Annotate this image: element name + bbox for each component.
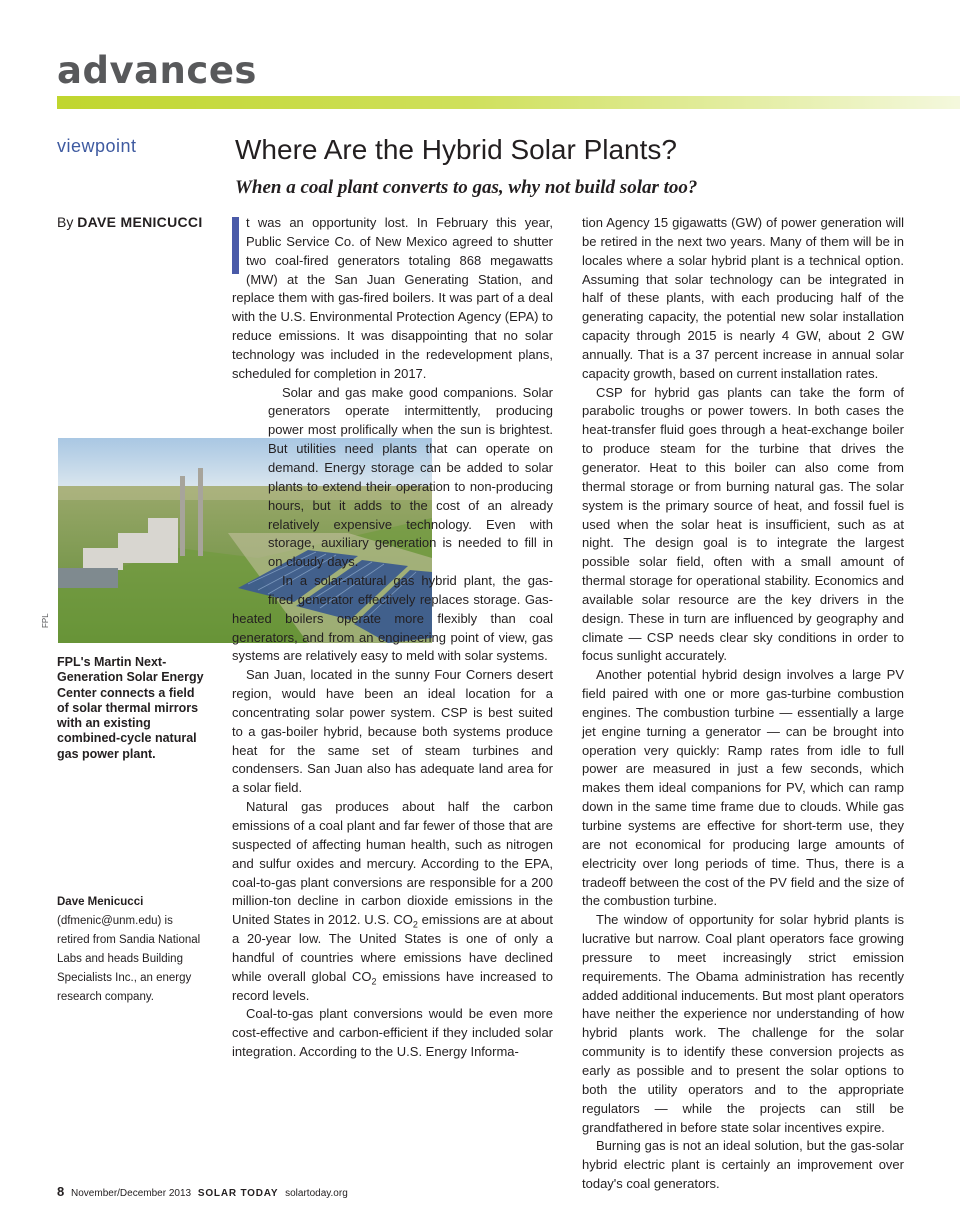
bio-text: (dfmenic@unm.edu) is retired from Sandia National Labs and heads Building Specialists Inc., an energy research company. <box>57 915 201 1003</box>
photo-wrap-space <box>57 384 262 595</box>
byline <box>57 214 203 230</box>
page-number: 8 <box>57 1184 65 1199</box>
article-subhead: When a coal plant converts to gas, why not build solar too? <box>235 177 698 198</box>
paragraph: Another potential hybrid design involves a large PV field paired with one or more gas-turbine combustion engines. The combustion turbine — essentially a large jet engine turning a generator — can be brought into operation very quickly: Ramp rates from idle to full power are measured in just a few seconds, which makes them ideal companions for PV, which can ramp down in the same time frame due to clouds. While gas turbine systems are effective for short-term use, they are not economical for producing large amounts of electricity over long periods of time. Thus, there is a tradeoff between the cost of the PV field and the size of the combustion turbine. <box>582 667 904 909</box>
paragraph: In a solar-natural gas hybrid plant, the gas-fired generator effectively replaces storage. Gas-heated boilers operate more flexibly than coal generators, and from an engineering point of view, gas systems are relatively easy to meld with solar systems. <box>232 573 553 664</box>
paragraph: t was an opportunity lost. In February this year, Public Service Co. of New Mexico agreed to shutter two coal-fired generators totaling 868 megawatts (MW) at the San Juan Generating Station, and replace them with gas-fired boilers. It was part of a deal with the U.S. Environmental Protection Agency (EPA) to reduce emissions. It was disappointing that no solar technology was included in the redevelopment plans, scheduled for completion in 2017. <box>232 215 553 381</box>
paragraph: Solar and gas make good companions. Solar generators operate intermittently, producing power most prolifically when the sun is brightest. But utilities need plants that can operate on demand. Energy storage can be added to solar plants to extend their operation to non-producing hours, but it adds to the cost of an already relatively expensive technology. Even with storage, auxiliary generation is needed to fill in on cloudy days. <box>232 384 553 572</box>
byline-author: DAVE MENICUCCI <box>77 214 203 230</box>
kicker-label: viewpoint <box>57 136 137 156</box>
paragraph: tion Agency 15 gigawatts (GW) of power generation will be retired in the next two years. Many of them will be in locales where a solar hybrid plant is a technical option. Assuming that solar technology can be integrated in half of these plants, with each producing half of the generating capacity, the potential new solar installation capacity through 2015 is nearly 4 GW, about 2 GW annually. That is a 37 percent increase in annual solar capacity growth, based on current installation rates. <box>582 215 904 381</box>
body-column-1 <box>232 214 553 1062</box>
paragraph: The window of opportunity for solar hybrid plants is lucrative but narrow. Coal plant operators face growing pressure to meet increasingly strict emission requirements. The Obama administration has recently added additional inducements. But most plant operators have neither the experience nor understanding of how hybrid plants work. The challenge for the solar community is to identify these conversion projects as early as possible and to present the solar options to both the utility operators and to the appropriate regulators — while the projects can still be grandfathered in before state solar incentives expire. <box>582 912 904 1135</box>
magazine-name: SOLAR TODAY <box>197 1188 279 1199</box>
drop-cap-bar <box>232 217 239 274</box>
bio-name: Dave Menicucci <box>57 896 144 908</box>
paragraph: Coal-to-gas plant conversions would be even more cost-effective and carbon-efficient if they included solar integration. According to the U.S. Energy Informa- <box>232 1006 553 1060</box>
page-footer <box>57 1184 348 1199</box>
photo-caption: FPL's Martin Next-Generation Solar Energy Center connects a field of solar thermal mirrors with an existing combined-cycle natural gas power plant. <box>57 655 204 761</box>
body-column-2 <box>582 214 904 1194</box>
paragraph: Burning gas is not an ideal solution, but the gas-solar hybrid electric plant is certainly an improvement over today's coal generators. <box>582 1138 904 1192</box>
issue-date: November/December 2013 <box>71 1188 192 1199</box>
photo-credit: FPL <box>41 613 50 628</box>
paragraph: Natural gas produces about half the carbon emissions of a coal plant and far fewer of those that are suspected of affecting human health, such as nitrogen and sulfur oxides and mercury. According to the EPA, coal-to-gas plant conversions are responsible for a 200 million-ton decline in carbon dioxide emissions in the United States in 2012. U.S. $CO_2$ emissions are at about a 20-year low. The United States is one of only a handful of countries where emissions have declined while overall global $CO_2$ emissions have increased to record levels. <box>232 799 553 1003</box>
paragraph: San Juan, located in the sunny Four Corners desert region, would have been an ideal location for a concentrating solar power system. CSP is best suited to a gas-boiler hybrid, because both systems produce heat for the same set of steam turbines and condensers. San Juan also has adequate land area for a solar field. <box>232 667 553 796</box>
section-title: advances <box>57 49 257 92</box>
paragraph: CSP for hybrid gas plants can take the form of parabolic troughs or power towers. In both cases the heat-transfer fluid goes through a heat-exchange boiler to produce steam for the turbine that drives the generator. Heat to this boiler can also come from thermal storage or from burning natural gas. The solar system is the primary source of heat, and fossil fuel is used when the solar heat is insufficient, such as at night. The design goal is to integrate the largest possible solar field, often with a small amount of thermal storage for operational stability. Economics and available solar resource are the key drivers in the design. These in turn are influenced by geography and climate — CSP needs clear sky conditions in order to focus sunlight accurately. <box>582 384 904 664</box>
author-bio <box>57 893 207 1007</box>
byline-prefix: By <box>57 214 74 230</box>
website: solartoday.org <box>285 1188 348 1199</box>
article-headline: Where Are the Hybrid Solar Plants? <box>235 134 677 165</box>
section-rule <box>57 96 960 109</box>
